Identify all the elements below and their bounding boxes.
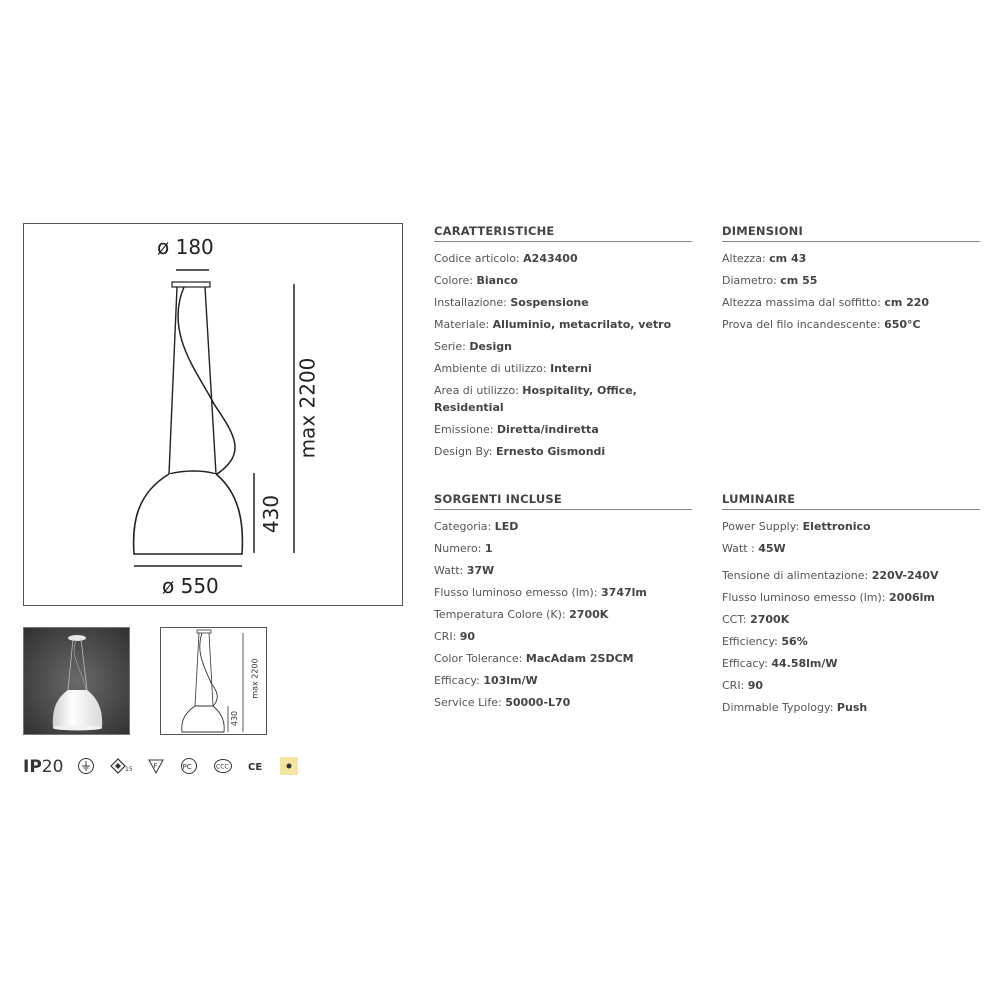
spec-row: CRI: 90: [722, 679, 764, 692]
section-title: SORGENTI INCLUSE: [434, 492, 692, 510]
thumb-height-label: 430: [230, 710, 240, 727]
spec-row: Efficacy: 103lm/W: [434, 674, 538, 687]
product-photo-thumbnail[interactable]: [23, 627, 130, 735]
spec-row: Installazione: Sospensione: [434, 296, 589, 309]
technical-drawing: [23, 223, 403, 606]
spec-row: Altezza: cm 43: [722, 252, 807, 265]
spec-row: Dimmable Typology: Push: [722, 701, 868, 714]
led-class-icon: [279, 756, 299, 779]
thumb-max-height-label: max 2200: [250, 658, 260, 699]
lamp-photo-image: [24, 628, 130, 735]
ce-icon: [247, 757, 265, 778]
ccc-icon: [213, 757, 233, 778]
spec-row: Numero: 1: [434, 542, 493, 555]
spec-row: Power Supply: Elettronico: [722, 520, 871, 533]
section-title: CARATTERISTICHE: [434, 224, 692, 242]
svg-text:CCC: CCC: [216, 763, 230, 770]
spec-row: Efficiency: 56%: [722, 635, 808, 648]
svg-text:CE: CE: [248, 761, 263, 773]
spec-row: Categoria: LED: [434, 520, 519, 533]
max-height-label: max 2200: [295, 357, 320, 459]
enec-icon: [109, 757, 133, 778]
luminaire-section: [722, 492, 980, 721]
spec-row: Altezza massima dal soffitto: cm 220: [722, 296, 930, 309]
pct-icon: [179, 757, 199, 778]
svg-text:15: 15: [125, 765, 134, 773]
spec-row: Efficacy: 44.58lm/W: [722, 657, 838, 670]
spec-row: Prova del filo incandescente: 650°C: [722, 318, 921, 331]
ground-icon: [77, 757, 95, 778]
section-title: DIMENSIONI: [722, 224, 980, 242]
sorgenti-section: [434, 492, 692, 716]
lamp-outline: [24, 224, 404, 607]
spec-row: Materiale: Alluminio, metacrilato, vetro: [434, 318, 672, 331]
top-diameter-label: ø 180: [157, 235, 214, 259]
spec-row: Diametro: cm 55: [722, 274, 818, 287]
spec-row: Ambiente di utilizzo: Interni: [434, 362, 592, 375]
spec-row: Color Tolerance: MacAdam 2SDCM: [434, 652, 634, 665]
height-label: 430: [259, 494, 284, 534]
spec-row: CCT: 2700K: [722, 613, 790, 626]
drawing-thumbnail[interactable]: [160, 627, 267, 735]
dimensioni-section: [722, 224, 980, 338]
spec-row: CRI: 90: [434, 630, 476, 643]
spec-row: Design By: Ernesto Gismondi: [434, 445, 606, 458]
spec-row: Emissione: Diretta/indiretta: [434, 423, 599, 436]
section-title: LUMINAIRE: [722, 492, 980, 510]
svg-text:F: F: [153, 761, 158, 770]
spec-row: Area di utilizzo: Hospitality, Office, Residential: [434, 384, 637, 414]
svg-text:PC: PC: [182, 762, 193, 771]
spec-row: Service Life: 50000-L70: [434, 696, 571, 709]
spec-row: Watt : 45W: [722, 542, 786, 555]
spec-row: Watt: 37W: [434, 564, 495, 577]
spec-row: Serie: Design: [434, 340, 512, 353]
spec-row: Flusso luminoso emesso (lm): 3747lm: [434, 586, 647, 599]
spec-row: Colore: Bianco: [434, 274, 518, 287]
spec-row: Flusso luminoso emesso (lm): 2006lm: [722, 591, 935, 604]
spec-row: Codice articolo: A243400: [434, 252, 578, 265]
f-mark-icon: [147, 757, 165, 778]
bottom-diameter-label: ø 550: [162, 574, 219, 598]
spec-row: Temperatura Colore (K): 2700K: [434, 608, 609, 621]
ip-rating: IP20: [23, 757, 64, 777]
certification-bar: [23, 755, 313, 779]
caratteristiche-section: [434, 224, 692, 465]
spec-row: Tensione di alimentazione: 220V-240V: [722, 569, 939, 582]
